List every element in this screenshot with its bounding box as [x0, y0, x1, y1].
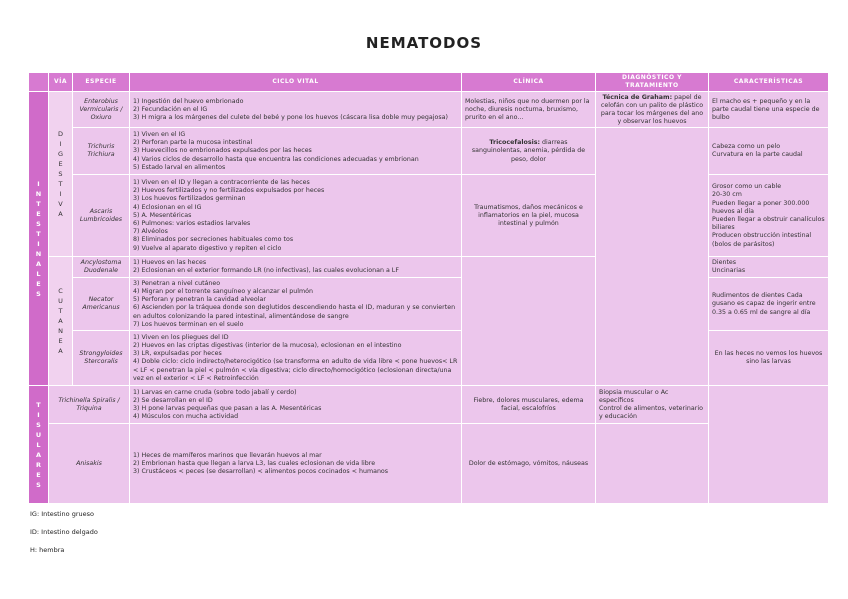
- page-title: NEMATODOS: [365, 34, 483, 52]
- species-strongyloides: Strongyloides Stercoralis: [73, 331, 130, 386]
- ciclo-enterobius: 1) Ingestión del huevo embrionado 2) Fecundación en el IG 3) H migra a los márgenes del culete del bebé y pone los huevos (cáscara lisa doble muy pegajosa): [130, 92, 462, 128]
- table-row: [29, 175, 829, 257]
- caracteristicas-necator: Rudimentos de dientes Cada gusano es capaz de ingerir entre 0.35 a 0.65 ml de sangre al día: [709, 278, 829, 331]
- ciclo-anisakis: 1) Heces de mamíferos marinos que llevarán huevos al mar 2) Embrionan hasta que llegan a larva L3, las cuales eclosionan de vida libre 3) Crustáceos < peces (se desarrollan) < alimentos pocos cocinados < humanos: [130, 424, 462, 504]
- group-tisulares: T I S U L A R E S: [29, 386, 49, 504]
- species-enterobius: Enterobius Vermicularis / Oxiuro: [73, 92, 130, 128]
- caracteristicas-trichuris: Cabeza como un pelo Curvatura en la parte caudal: [709, 128, 829, 175]
- header-especie: ESPECIE: [73, 73, 130, 92]
- note-ig: IG: Intestino grueso: [30, 510, 94, 518]
- table-row: [29, 257, 829, 278]
- species-anisakis: Anisakis: [49, 424, 130, 504]
- clinica-empty: [462, 257, 596, 386]
- ciclo-trichinella: 1) Larvas en carne cruda (sobre todo jabalí y cerdo) 2) Se desarrollan en el ID 3) H pone larvas pequeñas que pasan a las A. Mesentéricas 4) Músculos con mucha actividad: [130, 386, 462, 424]
- caracteristicas-empty: [709, 386, 829, 504]
- species-necator: Necator Americanus: [73, 278, 130, 331]
- ciclo-ancylostoma: 1) Huevos en las heces 2) Eclosionan en el exterior formando LR (no infectivas), las cuales evolucionan a LF: [130, 257, 462, 278]
- note-h: H: hembra: [30, 546, 65, 554]
- caracteristicas-ancylostoma: Dientes Uncinarias: [709, 257, 829, 278]
- species-trichinella: Trichinella Spiralis / Triquina: [49, 386, 130, 424]
- header-diagnostico: DIAGNÓSTICO Y TRATAMIENTO: [596, 73, 709, 92]
- diagnostico-anisakis-empty: [596, 424, 709, 504]
- nematodos-table: [28, 72, 829, 504]
- header-caracteristicas: CARACTERÍSTICAS: [709, 73, 829, 92]
- caracteristicas-ascaris: Grosor como un cable 20-30 cm Pueden llegar a poner 300.000 huevos al día Pueden llegar a obstruir canalículos biliares Producen obstrucción intestinal (bolos de parásitos): [709, 175, 829, 257]
- table-row: [29, 331, 829, 386]
- caracteristicas-enterobius: El macho es + pequeño y en la parte caudal tiene una especie de bulbo: [709, 92, 829, 128]
- header-group: [29, 73, 49, 92]
- ciclo-trichuris: 1) Viven en el IG 2) Perforan parte la mucosa intestinal 3) Huevecillos no embrionados expulsados por las heces 4) Varios ciclos de desarrollo hasta que encuentra las condiciones adecuadas y embrionan 5) Estado larval en alimentos: [130, 128, 462, 175]
- clinica-enterobius: Molestias, niños que no duermen por la noche, diuresis nocturna, bruxismo, prurito en el ano...: [462, 92, 596, 128]
- diagnostico-trichinella: Biopsia muscular o Ac específicos Control de alimentos, veterinario y educación: [596, 386, 709, 424]
- header-row: [29, 73, 829, 92]
- table-row: [29, 278, 829, 331]
- species-ascaris: Ascaris Lumbricoides: [73, 175, 130, 257]
- ciclo-ascaris: 1) Viven en el ID y llegan a contracorriente de las heces 2) Huevos fertilizados y no fertilizados expulsados por heces 3) Los huevos fertilizados germinan 4) Eclosionan en el IG 5) A. Mesentéricas 6) Pulmones: varios estadios larvales 7) Alvéolos 8) Eliminados por secreciones habituales como tos 9) Vuelve al aparato digestivo y repiten el ciclo: [130, 175, 462, 257]
- species-ancylostoma: Ancylostoma Duodenale: [73, 257, 130, 278]
- table-row: [29, 386, 829, 424]
- clinica-trichinella: Fiebre, dolores musculares, edema facial, escalofríos: [462, 386, 596, 424]
- header-clinica: CLÍNICA: [462, 73, 596, 92]
- via-cutanea: C U T A N E A: [49, 257, 73, 386]
- clinica-ascaris: Traumatismos, daños mecánicos e inflamatorios en la piel, mucosa intestinal y pulmón: [462, 175, 596, 257]
- via-digestiva: D I G E S T I V A: [49, 92, 73, 257]
- clinica-trichuris: Tricocefalosis: diarreas sanguinolentas, anemia, pérdida de peso, dolor: [462, 128, 596, 175]
- group-intestinales: I N T E S T I N A L E S: [29, 92, 49, 386]
- caracteristicas-strongyloides: En las heces no vemos los huevos sino las larvas: [709, 331, 829, 386]
- table-row: [29, 92, 829, 128]
- ciclo-strongyloides: 1) Viven en los pliegues del ID 2) Huevos en las criptas digestivas (interior de la mucosa), eclosionan en el intestino 3) LR, expulsadas por heces 4) Doble ciclo: ciclo indirecto/heterocigótico (se transforma en adulto de vida libre < pone huevos< LR < LF < penetran la piel < pulmón < vía digestiva; ciclo directo/homocigótico (eclosionan directa/una vez en el exterior < LF < Retroinfección: [130, 331, 462, 386]
- header-via: VÍA: [49, 73, 73, 92]
- clinica-anisakis: Dolor de estómago, vómitos, náuseas: [462, 424, 596, 504]
- diagnostico-empty: [596, 128, 709, 386]
- ciclo-necator: 3) Penetran a nivel cutáneo 4) Migran por el torrente sanguíneo y alcanzar el pulmón 5) Perforan y penetran la cavidad alveolar 6) Ascienden por la tráquea donde son deglutidos descendiendo hasta el ID, maduran y se convierten en adultos colonizando la pared intestinal, alimentándose de sangre 7) Los huevos terminan en el suelo: [130, 278, 462, 331]
- diagnostico-enterobius: Técnica de Graham: papel de celofán con un palito de plástico para tocar los márgenes del ano y observar los huevos: [596, 92, 709, 128]
- note-id: ID: Intestino delgado: [30, 528, 98, 536]
- species-trichuris: Trichuris Trichiura: [73, 128, 130, 175]
- table-row: [29, 128, 829, 175]
- header-ciclo: CICLO VITAL: [130, 73, 462, 92]
